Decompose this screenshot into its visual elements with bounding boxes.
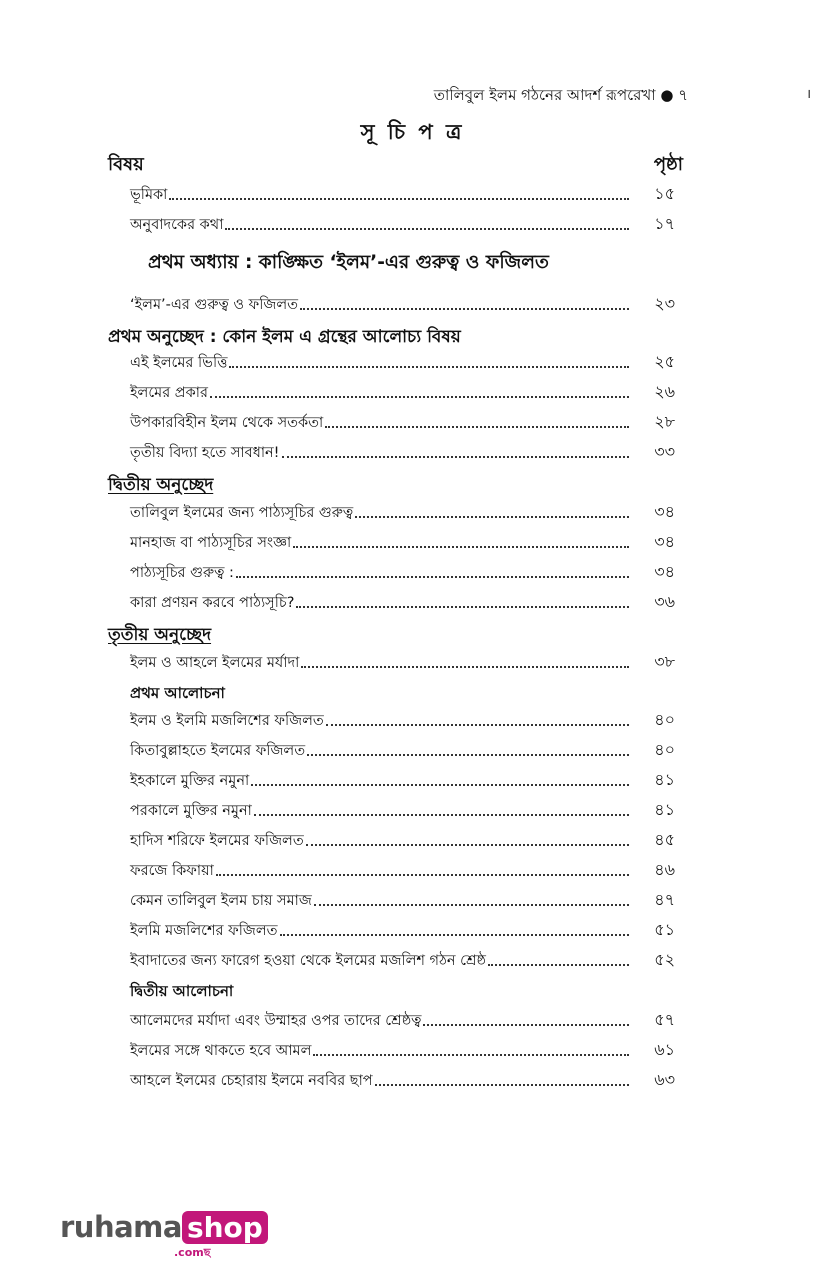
dot-leader [355, 516, 629, 518]
dot-leader [375, 1084, 629, 1086]
toc-entry-page: ২৬ [654, 382, 675, 401]
dot-leader [296, 606, 629, 608]
toc-entry[interactable] [130, 1004, 675, 1034]
toc-entry-page: ৩৪ [654, 532, 675, 551]
logo-word: ruhama [60, 1210, 182, 1244]
discussion-heading: প্রথম আলোচনা [130, 684, 225, 702]
logo-domain: .comছ [174, 1246, 211, 1259]
chapter-heading: প্রথম অধ্যায় : কাঙ্ক্ষিত ‘ইলম’-এর গুরুত্ব ও ফজিলত [148, 252, 549, 273]
toc-entry[interactable] [130, 854, 675, 884]
toc-entry-title: কিতাবুল্লাহতে ইলমের ফজিলত [130, 743, 306, 759]
toc-entry[interactable] [130, 406, 675, 436]
toc-entry-title: ইলমি মজলিশের ফজিলত [130, 923, 278, 939]
toc-entry-page: ৩৪ [654, 502, 675, 521]
dot-leader [423, 1024, 629, 1026]
toc-entry[interactable] [130, 346, 675, 376]
toc-entry-page: ৪০ [654, 710, 675, 729]
toc-entry-page: ৬৩ [654, 1070, 675, 1089]
toc-entry-title: এই ইলমের ভিত্তি [130, 355, 228, 371]
running-header [0, 84, 825, 106]
toc-entry[interactable] [130, 496, 675, 526]
toc-entry-title: উপকারবিহীন ইলম থেকে সতর্কতা [130, 415, 324, 431]
toc-entry[interactable] [130, 824, 675, 854]
toc-entry-title: ইহকালে মুক্তির নমুনা [130, 773, 250, 789]
dot-leader [301, 666, 629, 668]
toc-entry[interactable] [130, 208, 675, 238]
toc-entry[interactable] [130, 794, 675, 824]
toc-entry-title: ‘ইলম’-এর গুরুত্ব ও ফজিলত [130, 297, 299, 313]
toc-entry[interactable] [130, 556, 675, 586]
toc-entry-page: ২৫ [654, 352, 675, 371]
dot-leader [326, 724, 629, 726]
toc-entry-title: পাঠ্যসূচির গুরুত্ব : [130, 565, 234, 581]
toc-entry-title: আহলে ইলমের চেহারায় ইলমে নববির ছাপ [130, 1073, 373, 1089]
dot-leader [251, 784, 629, 786]
toc-entry[interactable] [130, 178, 675, 208]
dot-leader [280, 934, 629, 936]
toc-entry-page: ৪৬ [654, 860, 675, 879]
toc-entry-page: ৫৭ [654, 1010, 675, 1029]
toc-entry[interactable] [130, 884, 675, 914]
page-title: সূ চি প ত্র [360, 120, 465, 144]
toc-entry-page: ১৭ [654, 214, 675, 233]
toc-entry-title: অনুবাদকের কথা [130, 217, 224, 233]
toc-entry[interactable] [130, 704, 675, 734]
subject-column-heading: বিষয় [108, 154, 144, 175]
toc-entry-title: হাদিস শরিফে ইলমের ফজিলত [130, 833, 304, 849]
logo-shop-badge: shop [182, 1211, 268, 1244]
toc-entry[interactable] [130, 436, 675, 466]
dot-leader [307, 754, 629, 756]
toc-entry[interactable] [130, 1064, 675, 1094]
toc-entry-title: তালিবুল ইলমের জন্য পাঠ্যসূচির গুরুত্ব [130, 505, 354, 521]
toc-entry[interactable] [130, 288, 675, 318]
toc-entry-title: কারা প্রণয়ন করবে পাঠ্যসূচি? [130, 595, 295, 611]
dot-leader [216, 874, 629, 876]
dot-leader [254, 814, 629, 816]
toc-entry[interactable] [130, 586, 675, 616]
toc-entry-title: কেমন তালিবুল ইলম চায় সমাজ [130, 893, 312, 909]
toc-entry-title: তৃতীয় বিদ্যা হতে সাবধান! [130, 445, 280, 461]
dot-leader [236, 576, 629, 578]
header-title: তালিবুল ইলম গঠনের আদর্শ রূপরেখা ● ৭ [433, 86, 688, 104]
toc-entry-page: ৩৪ [654, 562, 675, 581]
dot-leader [313, 1054, 629, 1056]
dot-leader [488, 964, 629, 966]
toc-entry-title: পরকালে মুক্তির নমুনা [130, 803, 252, 819]
dot-leader [282, 456, 630, 458]
toc-entry-page: ১৫ [654, 184, 675, 203]
toc-entry-title: ভূমিকা [130, 187, 168, 203]
dot-leader [325, 426, 629, 428]
toc-entry-title: ইলমের প্রকার [130, 385, 208, 401]
toc-entry[interactable] [130, 646, 675, 676]
header-mark: । [806, 87, 811, 102]
dot-leader [300, 308, 629, 310]
toc-entry-title: ইবাদাতের জন্য ফারেগ হওয়া থেকে ইলমের মজলিশ গঠন শ্রেষ্ঠ [130, 953, 486, 969]
toc-entry-title: ফরজে কিফায়া [130, 863, 214, 879]
dot-leader [225, 228, 629, 230]
toc-entry-page: ৫১ [654, 920, 675, 939]
toc-entry-title: ইলম ও আহলে ইলমের মর্যাদা [130, 655, 300, 671]
toc-entry[interactable] [130, 914, 675, 944]
section-heading: প্রথম অনুচ্ছেদ : কোন ইলম এ গ্রন্থের আলোচ্য বিষয় [108, 327, 461, 347]
toc-entry[interactable] [130, 376, 675, 406]
toc-entry-page: ২৮ [654, 412, 675, 431]
dot-leader [229, 366, 629, 368]
toc-entry-page: ৪০ [654, 740, 675, 759]
toc-entry-title: ইলম ও ইলমি মজলিশের ফজিলত [130, 713, 324, 729]
toc-entry-page: ৪১ [654, 800, 675, 819]
toc-entry-page: ৪৭ [654, 890, 675, 909]
ruhamashop-logo[interactable] [60, 1210, 268, 1259]
toc-entry-page: ৪৫ [654, 830, 675, 849]
section-heading: দ্বিতীয় অনুচ্ছেদ [108, 475, 214, 495]
toc-entry-title: ইলমের সঙ্গে থাকতে হবে আমল [130, 1043, 312, 1059]
toc-entry-title: মানহাজ বা পাঠ্যসূচির সংজ্ঞা [130, 535, 292, 551]
dot-leader [169, 198, 629, 200]
toc-entry-page: ৩৬ [654, 592, 675, 611]
toc-entry[interactable] [130, 734, 675, 764]
toc-entry[interactable] [130, 764, 675, 794]
toc-entry-page: ৫২ [654, 950, 675, 969]
dot-leader [306, 844, 629, 846]
page-column-heading: পৃষ্ঠা [653, 154, 683, 175]
discussion-heading: দ্বিতীয় আলোচনা [130, 982, 234, 1000]
toc-entry-page: ৩৩ [654, 442, 675, 461]
section-heading: তৃতীয় অনুচ্ছেদ [108, 625, 212, 645]
dot-leader [314, 904, 629, 906]
toc-entry-title: আলেমদের মর্যাদা এবং উম্মাহর ওপর তাদের শ্রেষ্ঠত্ব [130, 1013, 422, 1029]
toc-entry[interactable] [130, 1034, 675, 1064]
toc-entry-page: ৬১ [654, 1040, 675, 1059]
toc-entry-page: ৪১ [654, 770, 675, 789]
toc-entry-page: ২৩ [654, 294, 675, 313]
toc-entry[interactable] [130, 944, 675, 974]
toc-entry[interactable] [130, 526, 675, 556]
dot-leader [293, 546, 629, 548]
dot-leader [210, 396, 629, 398]
toc-entry-page: ৩৮ [654, 652, 675, 671]
